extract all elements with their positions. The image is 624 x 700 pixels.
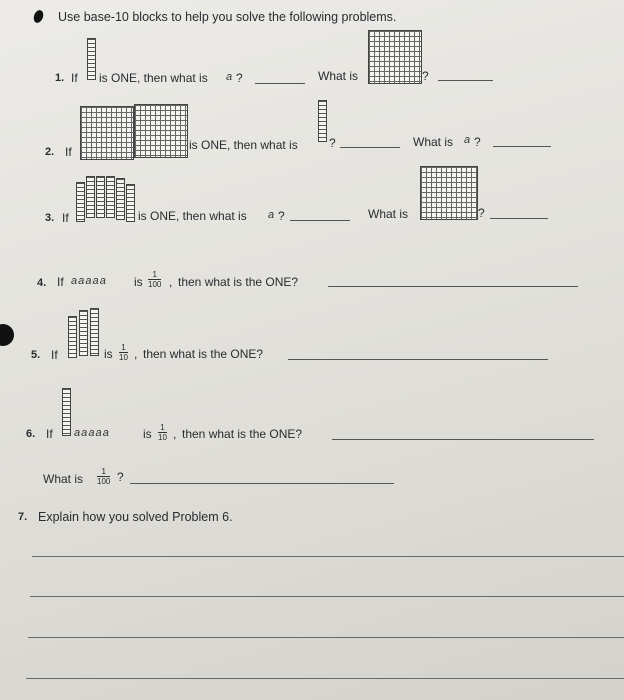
problem-5-text: then what is the ONE? (143, 347, 264, 361)
rod-block-icon (68, 316, 77, 358)
problem-3-text: is ONE, then what is (138, 209, 247, 223)
problem-6-if: If (46, 427, 53, 441)
flat-block-icon (420, 166, 478, 220)
rod-block-icon (79, 310, 88, 356)
problem-2-q: ? (329, 136, 336, 150)
problem-6-what-is-q: ? (117, 470, 124, 484)
unit-block-icon: a (464, 134, 471, 146)
unit-blocks-icon: a a a a a (71, 275, 105, 287)
rod-block-icon (90, 308, 99, 356)
problem-6-number: 6. (26, 428, 36, 440)
problem-3-number: 3. (45, 212, 55, 224)
problem-6-is: is (143, 427, 152, 441)
rod-block-icon (116, 178, 125, 220)
problem-2-if: If (65, 145, 72, 159)
problem-7-number: 7. (18, 511, 28, 523)
problem-3-if: If (62, 211, 69, 225)
fraction-numerator: 1 (148, 270, 161, 280)
problem-4-is: is (134, 275, 143, 289)
fraction-1-100 (148, 270, 161, 289)
instructions: Use base-10 blocks to help you solve the following problems. (58, 10, 397, 24)
fraction-numerator: 1 (97, 467, 110, 477)
rod-block-icon (76, 182, 85, 222)
problem-7-text: Explain how you solved Problem 6. (38, 510, 233, 524)
fraction-1-10 (158, 423, 167, 442)
writing-line[interactable] (32, 556, 624, 557)
fraction-numerator: 1 (158, 423, 167, 433)
problem-3-q: ? (278, 209, 285, 223)
bullet-mark (32, 9, 45, 24)
rod-block-icon (126, 184, 135, 222)
problem-3-what-is-q: ? (478, 206, 485, 220)
problem-4-comma: , (169, 275, 173, 289)
answer-blank-1a[interactable] (255, 83, 305, 84)
flat-block-icon (80, 106, 134, 160)
answer-blank-1b[interactable] (438, 80, 493, 81)
problem-1-what-is-q: ? (422, 69, 429, 83)
rod-block-icon (86, 176, 95, 218)
rod-block-icon (318, 100, 327, 142)
problem-5-number: 5. (31, 349, 41, 361)
problem-4-number: 4. (37, 277, 47, 289)
problem-2-number: 2. (45, 146, 55, 158)
problem-1-q: ? (236, 71, 243, 85)
problem-2-text: is ONE, then what is (189, 138, 298, 152)
fraction-denominator: 10 (119, 353, 128, 362)
problem-6-text: then what is the ONE? (182, 427, 303, 441)
rod-block-icon (96, 176, 105, 218)
problem-5-if: If (51, 348, 58, 362)
problem-1-number: 1. (55, 72, 65, 84)
problem-1-if: If (71, 71, 78, 85)
problem-6-what-is: What is (43, 472, 84, 486)
flat-block-icon (134, 104, 188, 158)
fraction-denominator: 10 (158, 433, 167, 442)
problem-3-what-is: What is (368, 207, 409, 221)
problem-6-comma: , (173, 427, 177, 441)
answer-blank-6b[interactable] (130, 483, 394, 484)
unit-blocks-icon: a a a a a (74, 427, 108, 439)
problem-5-is: is (104, 347, 113, 361)
fraction-denominator: 100 (97, 477, 111, 486)
answer-blank-3b[interactable] (490, 218, 548, 219)
problem-1-text: is ONE, then what is (99, 71, 208, 85)
rod-block-icon (106, 176, 115, 218)
problem-5-comma: , (134, 347, 138, 361)
answer-blank-6a[interactable] (332, 439, 594, 440)
answer-blank-3a[interactable] (290, 220, 350, 221)
rod-block-icon (62, 388, 71, 436)
writing-line[interactable] (28, 637, 624, 638)
problem-1-what-is: What is (318, 69, 359, 83)
writing-line[interactable] (26, 678, 624, 679)
problem-2-what-is-q: ? (474, 135, 481, 149)
problem-4-if: If (57, 275, 64, 289)
answer-blank-2b[interactable] (493, 146, 551, 147)
problem-4-text: then what is the ONE? (178, 275, 299, 289)
answer-blank-4[interactable] (328, 286, 578, 287)
fraction-1-100 (97, 467, 110, 486)
fraction-denominator: 100 (148, 280, 162, 289)
flat-block-icon (368, 30, 422, 84)
punch-hole (0, 324, 14, 346)
unit-block-icon: a (268, 209, 275, 221)
rod-block-icon (87, 38, 96, 80)
answer-blank-5[interactable] (288, 359, 548, 360)
fraction-1-10 (119, 343, 128, 362)
fraction-numerator: 1 (119, 343, 128, 353)
problem-2-what-is: What is (413, 135, 454, 149)
unit-block-icon: a (226, 71, 233, 83)
answer-blank-2a[interactable] (340, 147, 400, 148)
writing-line[interactable] (30, 596, 624, 597)
